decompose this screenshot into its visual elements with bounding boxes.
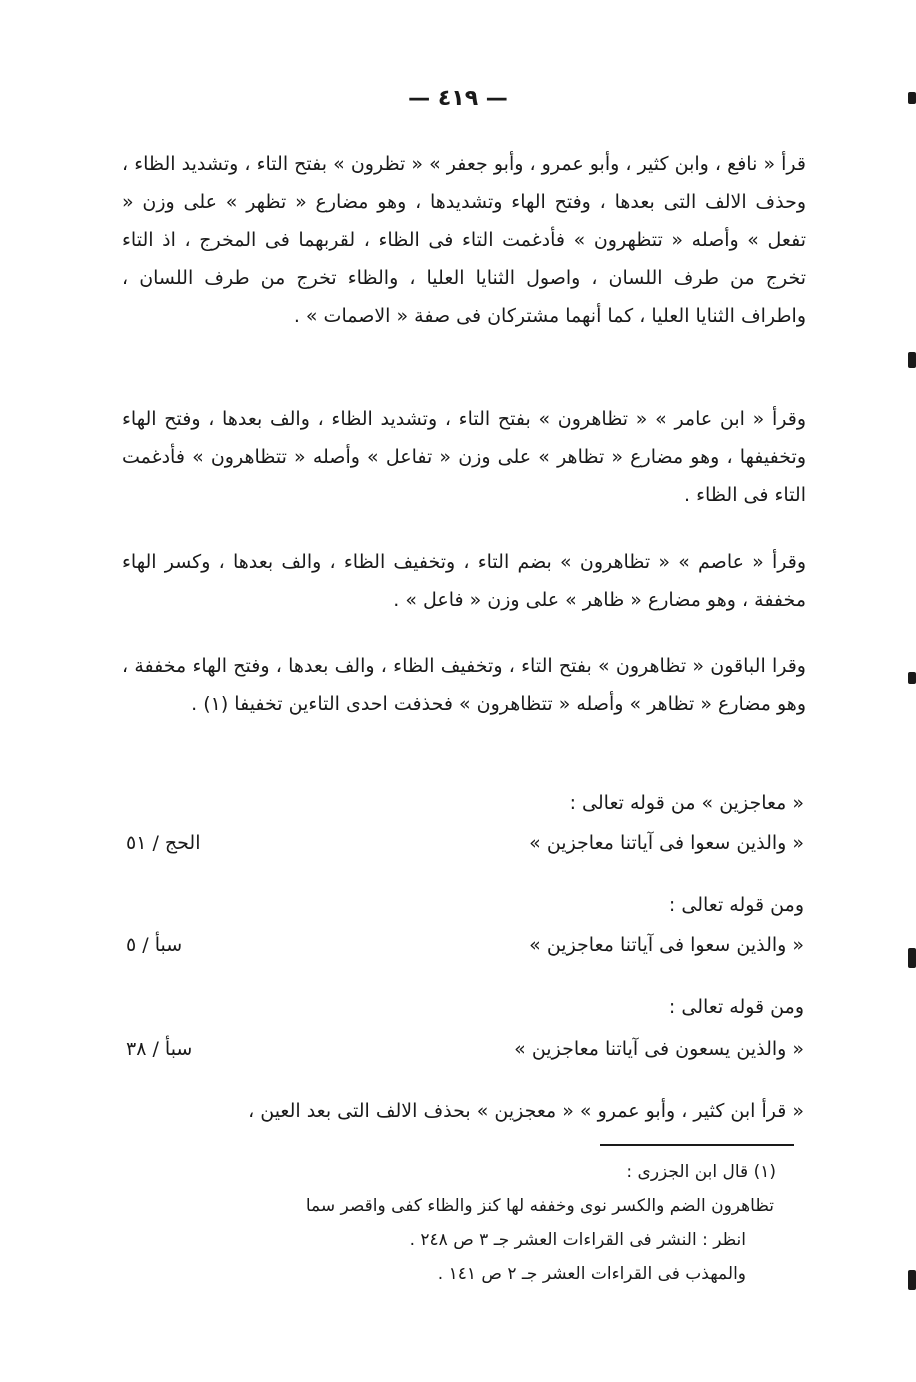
scan-edge-mark xyxy=(908,948,916,968)
paragraph-baqun xyxy=(122,647,806,723)
paragraph-asim xyxy=(122,543,806,619)
paragraph-text: وقرأ « ابن عامر » « تظاهرون » بفتح التاء ، وتشديد الظاء ، والف بعدها ، وفتح الهاء وتخفيفها ، وهو مضارع « تظاهر » على وزن « تفاعل » وأصله « تتظاهرون » فأدغمت التاء فى الظاء . xyxy=(122,408,806,506)
verse-intro: ومن قوله تعالى : xyxy=(668,996,804,1018)
verse-intro: ومن قوله تعالى : xyxy=(668,894,804,916)
word-heading: « معاجزين » من قوله تعالى : xyxy=(569,792,804,814)
scan-edge-mark xyxy=(908,352,916,368)
paragraph-ibn-amir xyxy=(122,400,806,514)
verse-text: « والذين سعوا فى آياتنا معاجزين » xyxy=(529,832,804,854)
scan-edge-mark xyxy=(908,1270,916,1290)
verse-text: « والذين يسعون فى آياتنا معاجزين » xyxy=(514,1038,804,1060)
footnote-separator xyxy=(600,1144,794,1146)
footnote-line: والمهذب فى القراءات العشر جـ ٢ ص ١٤١ . xyxy=(437,1264,746,1284)
paragraph-nafi xyxy=(122,145,806,335)
footnote-line: انظر : النشر فى القراءات العشر جـ ٣ ص ٢٤٨ . xyxy=(409,1230,746,1250)
paragraph-text: وقرا الباقون « تظاهرون » بفتح التاء ، وتخفيف الظاء ، والف بعدها ، وفتح الهاء مخففة ، وهو مضارع « تظاهر » وأصله « تتظاهرون » فحذفت احدى التاءين تخفيفا (١) . xyxy=(122,655,806,715)
page-number: — ٤١٩ — xyxy=(408,86,508,111)
verse-reference: سبأ / ٥ xyxy=(126,934,183,956)
closing-line: « قرأ ابن كثير ، وأبو عمرو » « معجزين » بحذف الالف التى بعد العين ، xyxy=(248,1100,804,1122)
scan-edge-mark xyxy=(908,672,916,684)
footnote-line: (١) قال ابن الجزرى : xyxy=(626,1162,776,1182)
verse-reference: سبأ / ٣٨ xyxy=(126,1038,193,1060)
footnote-line: تظاهرون الضم والكسر نوى وخففه لها كنز والظاء كفى واقصر سما xyxy=(305,1196,774,1216)
paragraph-text: وقرأ « عاصم » « تظاهرون » بضم التاء ، وتخفيف الظاء ، والف بعدها ، وكسر الهاء مخففة ، وهو مضارع « ظاهر » على وزن « فاعل » . xyxy=(122,551,806,611)
scan-edge-mark xyxy=(908,92,916,104)
verse-text: « والذين سعوا فى آياتنا معاجزين » xyxy=(529,934,804,956)
verse-reference: الحج / ٥١ xyxy=(126,832,201,854)
paragraph-text: قرأ « نافع ، وابن كثير ، وأبو عمرو ، وأبو جعفر » « تظرون » بفتح التاء ، وتشديد الظاء ، وحذف الالف التى بعدها ، وفتح الهاء وتشديدها ، وهو مضارع « تظهر » على وزن « تفعل » وأصله « تتظهرون » فأدغمت التاء فى الظاء ، لقربهما فى المخرج ، اذ التاء تخرج من طرف اللسان ، واصول الثنايا العليا ، والظاء تخرج من طرف اللسان ، واطراف الثنايا العليا ، كما أنهما مشتركان فى صفة « الاصمات » . xyxy=(122,153,806,327)
